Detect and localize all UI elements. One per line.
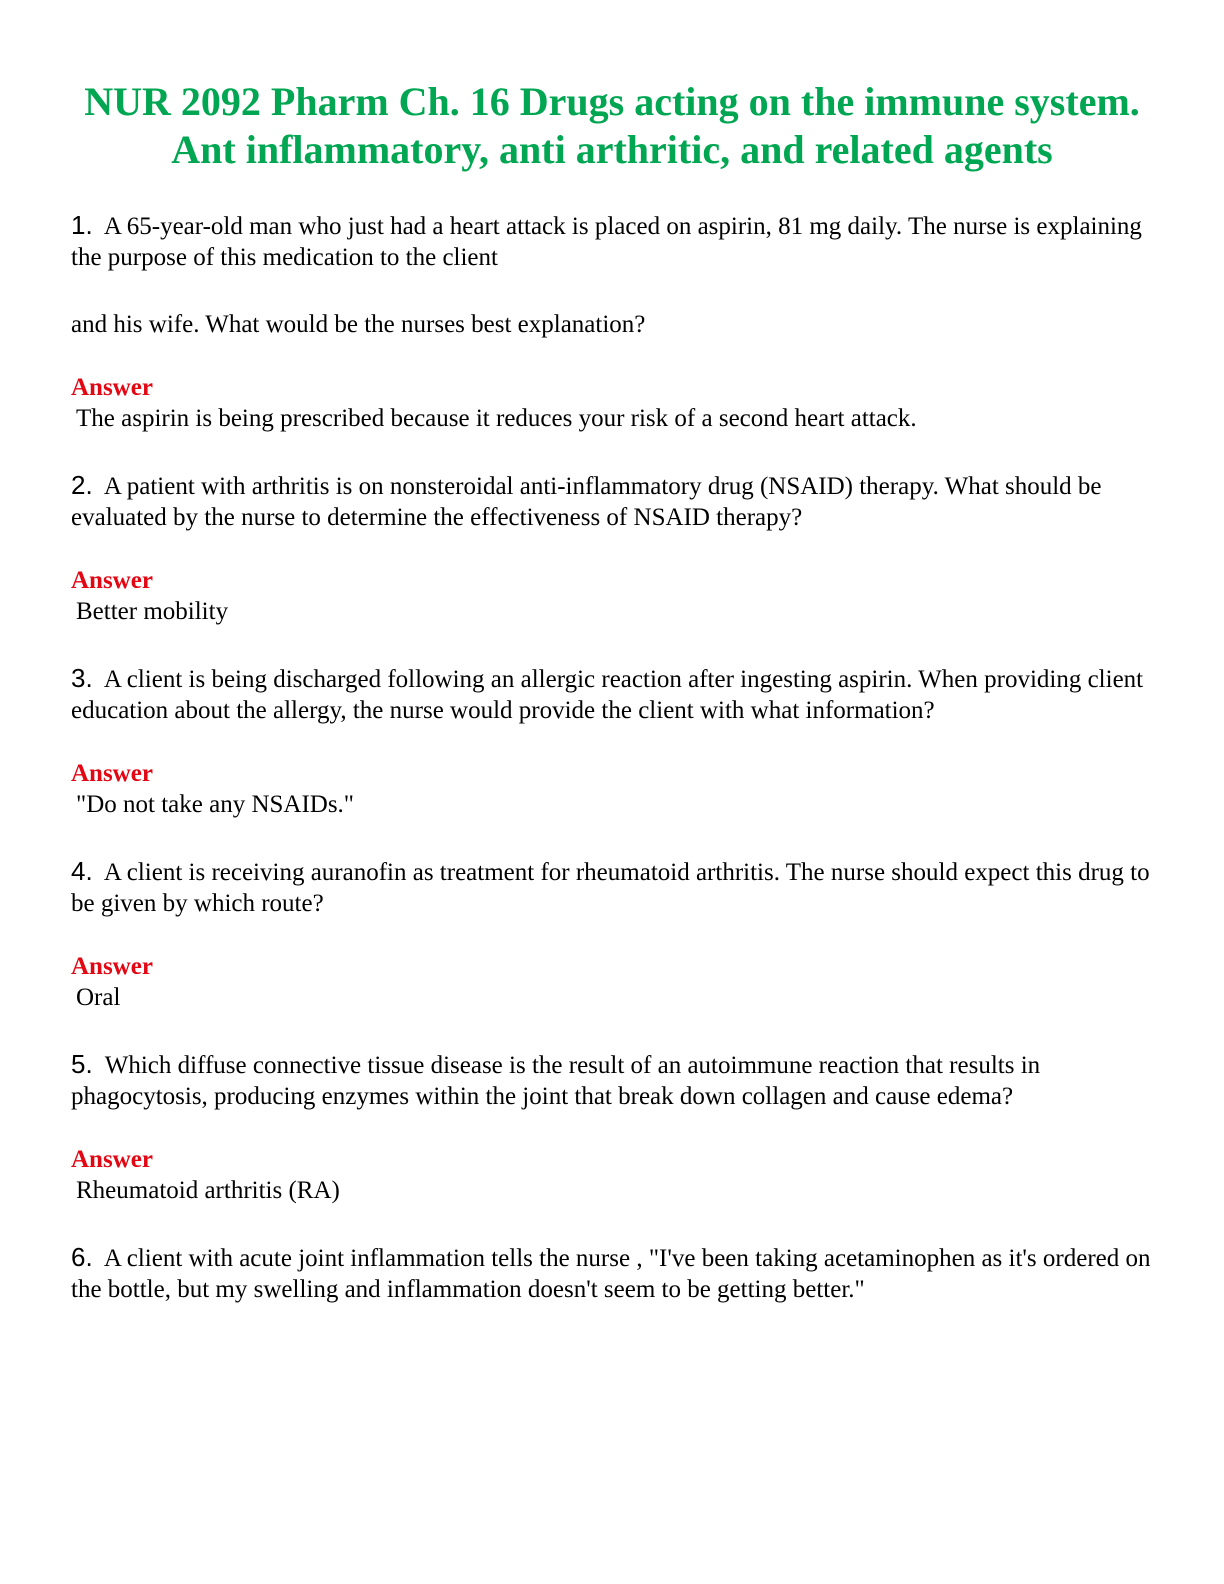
- question-item: [71, 210, 1153, 434]
- question-continuation: and his wife. What would be the nurses best explanation?: [71, 311, 646, 338]
- answer-label: Answer: [71, 953, 153, 980]
- answer-text: Oral: [76, 984, 121, 1011]
- question-list: [71, 210, 1153, 1305]
- question-number: 4.: [71, 856, 93, 886]
- question-text: [71, 470, 1153, 533]
- question-text: [71, 210, 1153, 273]
- question-text: [71, 663, 1153, 726]
- answer-label: Answer: [71, 567, 153, 594]
- question-item: [71, 663, 1153, 820]
- answer-text: Better mobility: [76, 598, 229, 625]
- answer-label: Answer: [71, 760, 153, 787]
- question-number: 2.: [71, 470, 93, 500]
- question-body: A 65-year-old man who just had a heart attack is placed on aspirin, 81 mg daily. The nurse is explaining the purpose of this medication to the client: [71, 213, 1142, 271]
- answer-text: The aspirin is being prescribed because it reduces your risk of a second heart attack.: [76, 405, 917, 432]
- question-body: A patient with arthritis is on nonsteroidal anti-inflammatory drug (NSAID) therapy. What should be evaluated by the nurse to determine the effectiveness of NSAID therapy?: [71, 473, 1102, 531]
- question-number: 6.: [71, 1242, 93, 1272]
- question-number: 5.: [71, 1049, 93, 1079]
- answer-label: Answer: [71, 374, 153, 401]
- answer-text: Rheumatoid arthritis (RA): [76, 1177, 340, 1204]
- question-item: [71, 1049, 1153, 1206]
- question-text: [71, 856, 1153, 919]
- question-body: A client is being discharged following an allergic reaction after ingesting aspirin. When providing client education about the allergy, the nurse would provide the client with what information?: [71, 666, 1144, 724]
- question-number: 3.: [71, 663, 93, 693]
- answer-label: Answer: [71, 1146, 153, 1173]
- question-number: 1.: [71, 210, 93, 240]
- question-body: A client with acute joint inflammation tells the nurse , "I've been taking acetaminophen as it's ordered on the bottle, but my swelling and inflammation doesn't seem to be getting better.": [71, 1245, 1151, 1303]
- question-body: Which diffuse connective tissue disease is the result of an autoimmune reaction that results in phagocytosis, producing enzymes within the joint that break down collagen and cause edema?: [71, 1052, 1041, 1110]
- question-item: [71, 1242, 1153, 1305]
- question-item: [71, 470, 1153, 627]
- document-title: NUR 2092 Pharm Ch. 16 Drugs acting on the immune system. Ant inflammatory, anti arthritic, and related agents: [84, 79, 1140, 172]
- question-text: [71, 1049, 1153, 1112]
- question-body: A client is receiving auranofin as treatment for rheumatoid arthritis. The nurse should expect this drug to be given by which route?: [71, 859, 1150, 917]
- question-item: [71, 856, 1153, 1013]
- document-page: [71, 72, 1153, 1341]
- answer-text: "Do not take any NSAIDs.": [76, 791, 355, 818]
- question-text: [71, 1242, 1153, 1305]
